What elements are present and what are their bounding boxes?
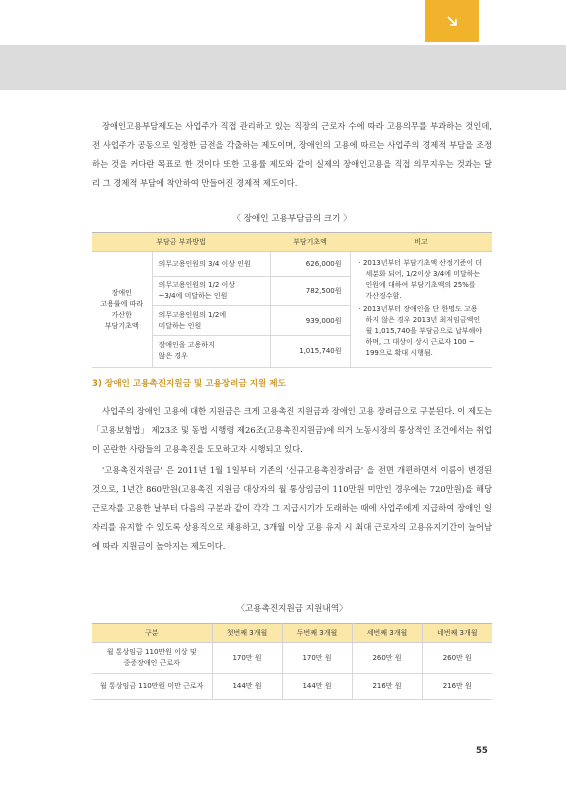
header-period-2: 두번째 3개월 xyxy=(282,624,352,643)
method-cell: 의무고용인원의 3/4 이상 인원 xyxy=(152,252,270,277)
burden-table xyxy=(92,232,492,368)
header-period-3: 세번째 3개월 xyxy=(352,624,422,643)
header-note: 비고 xyxy=(350,233,492,252)
category-cell: 월 통상임금 110만원 미만 근로자 xyxy=(92,674,212,700)
amount-cell: 939,000원 xyxy=(270,306,350,335)
page-number: 55 xyxy=(476,746,488,756)
header-period-1: 첫번째 3개월 xyxy=(212,624,282,643)
value-cell: 216만 원 xyxy=(422,674,492,700)
corner-tab xyxy=(425,0,479,42)
method-cell: 의무고용인원의 1/2 이상 ~3/4에 미달하는 인원 xyxy=(152,277,270,306)
note-cell xyxy=(350,252,492,368)
header-method: 부담금 부과방법 xyxy=(92,233,270,252)
table1-caption: 〈 장애인 고용부담금의 크기 〉 xyxy=(232,214,352,224)
category-cell: 월 통상임금 110만원 이상 및 중증장애인 근로자 xyxy=(92,643,212,674)
value-cell: 216만 원 xyxy=(352,674,422,700)
paragraph-employment-promotion: '고용촉진지원금' 은 2011년 1월 1일부터 기존의 '신규고용촉진장려금' 을 전면 개편하면서 이름이 변경된 것으로, 1년간 860만원(고용촉진 지원금 대상자의 월 통상임금이 110만원 미만인 경우에는 720만원)을 해당 근로자를 고용한 날부터 다음의 구분과 같이 각각 그 지급시기가 도래하는 때에 사업주에게 지급하여 장애인 일자리를 유지할 수 있도록 상용직으로 채용하고, 3개월 이상 고용 유지 시 최대 근로자의 고용유지기간이 늘어남에 따라 지원금이 높아지는 제도이다. xyxy=(92,465,492,551)
note-item: · 2013년부터 부담기초액 산정기준이 더 세분화 되어, 1/2이상 3/4에 미달하는 인원에 대하여 부담기초액의 25%를 가산징수함. xyxy=(358,259,483,300)
value-cell: 260만 원 xyxy=(352,643,422,674)
paragraph-subsidy-overview: 사업주의 장애인 고용에 대한 지원금은 크게 고용촉진 지원금과 장애인 고용 장려금으로 구분된다. 이 제도는 「고용보험법」 제23조 및 동법 시행령 제26조(고용촉진지원금)에 의거 노동시장의 통상적인 조건에서는 취업이 곤란한 사람들의 고용촉진을 도모하고자 시행되고 있다. xyxy=(92,406,492,454)
table2-caption: 〈고용촉진지원금 지원내역〉 xyxy=(236,604,348,614)
amount-cell: 1,015,740원 xyxy=(270,335,350,367)
header-band xyxy=(0,45,566,90)
note-item: · 2013년부터 장애인을 단 한명도 고용하지 않은 경우 2013년 최저임금액인 월 1,015,740을 부담금으로 납부해야 하며, 그 대상이 상시 근로자 100 ~ 199으로 확대 시행됨. xyxy=(358,305,483,357)
header-amount: 부담기초액 xyxy=(270,233,350,252)
amount-cell: 626,000원 xyxy=(270,252,350,277)
value-cell: 144만 원 xyxy=(282,674,352,700)
paragraph-burden-system: 장애인고용부담제도는 사업주가 직접 관리하고 있는 직장의 근로자 수에 따라 고용의무를 부과하는 것인데, 전 사업주가 공동으로 일정한 금전을 각출하는 제도이며, 장애인의 고용에 따르는 사업주의 경제적 부담을 조정하는 것을 커다란 목표로 한 것이다 또한 고용률 제도와 같이 실제의 장애인고용을 직접 의무지우는 것과는 달리 그 경제적 부담에 착안하여 만들어진 경제적 제도이다. xyxy=(92,121,492,188)
value-cell: 144만 원 xyxy=(212,674,282,700)
row-group-label: 장애인 고용률에 따라 가산한 부담기초액 xyxy=(92,252,152,368)
value-cell: 260만 원 xyxy=(422,643,492,674)
value-cell: 170만 원 xyxy=(212,643,282,674)
section-title: 3) 장애인 고용촉진지원금 및 고용장려금 지원 제도 xyxy=(92,379,286,389)
subsidy-table xyxy=(92,623,492,700)
method-cell: 의무고용인원의 1/2에 미달하는 인원 xyxy=(152,306,270,335)
header-period-4: 네번째 3개월 xyxy=(422,624,492,643)
arrow-down-right-icon xyxy=(445,14,459,28)
value-cell: 170만 원 xyxy=(282,643,352,674)
amount-cell: 782,500원 xyxy=(270,277,350,306)
header-category: 구분 xyxy=(92,624,212,643)
method-cell: 장애인을 고용하지 않은 경우 xyxy=(152,335,270,367)
